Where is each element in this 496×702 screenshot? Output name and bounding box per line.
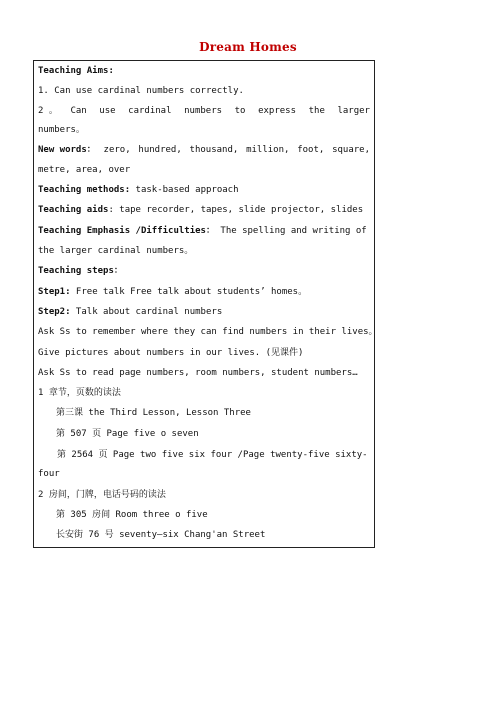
methods-text: task-based approach (130, 185, 239, 195)
new-word: hundred, (138, 145, 182, 155)
step2-text: Talk about cardinal numbers (70, 307, 223, 317)
methods-line (38, 185, 370, 196)
step1-line (38, 287, 370, 298)
aim-2-word: cardinal (128, 106, 172, 116)
new-words-label: New words： (38, 145, 96, 155)
new-word: million, (246, 145, 290, 155)
step2-line (38, 307, 370, 318)
aim-item-2-cont: numbers。 (38, 125, 85, 135)
aim-item-1: 1. Can use cardinal numbers correctly. (38, 86, 244, 96)
example-line: 第 2564 页 Page two five six four /Page twenty-five sixty- (57, 450, 368, 460)
step1-label: Step1: (38, 287, 71, 297)
example-line: 长安街 76 号 seventy—six Chang'an Street (56, 530, 266, 540)
body-line: Ask Ss to read page numbers, room numbers, student numbers… (38, 368, 358, 378)
new-word: square, (332, 145, 370, 155)
example-line: 第 507 页 Page five o seven (56, 429, 199, 439)
aids-text: : tape recorder, tapes, slide projector, slides (108, 205, 364, 215)
aim-2-word: express (258, 106, 297, 116)
emphasis-text: The spelling and writing of (214, 226, 367, 236)
example-line: 第 305 房间 Room three o five (56, 510, 208, 520)
aims-heading: Teaching Aims: (38, 66, 114, 76)
emphasis-line (38, 226, 370, 237)
aids-label: Teaching aids (38, 205, 109, 215)
aim-2-word: use (99, 106, 116, 116)
new-words-line (38, 145, 370, 156)
emphasis-label: Teaching Emphasis /Difficulties： (38, 226, 215, 236)
new-word: foot, (297, 145, 325, 155)
steps-heading: Teaching steps： (38, 266, 123, 276)
example-line-cont: four (38, 469, 60, 479)
aim-2-word: to (234, 106, 246, 116)
section-heading: 1 章节，页数的读法 (38, 388, 121, 398)
new-word: zero, (103, 145, 131, 155)
page-title: Dream Homes (199, 40, 297, 54)
new-word: thousand, (189, 145, 239, 155)
methods-label: Teaching methods: (38, 185, 131, 195)
body-line: Ask Ss to remember where they can find numbers in their lives。 (38, 327, 378, 337)
emphasis-cont: the larger cardinal numbers。 (38, 246, 194, 256)
body-line: Give pictures about numbers in our lives. (见课件) (38, 348, 304, 358)
aim-2-word: 2 。 (38, 106, 58, 116)
new-words-cont: metre, area, over (38, 165, 131, 175)
aim-2-word: Can (70, 106, 87, 116)
aids-line (38, 205, 370, 216)
aim-2-word: larger (337, 106, 370, 116)
example-line: 第三课 the Third Lesson, Lesson Three (56, 408, 251, 418)
aim-2-word: numbers (184, 106, 223, 116)
section-heading: 2 房间，门牌，电话号码的读法 (38, 490, 166, 500)
aim-2-word: the (308, 106, 325, 116)
aim-item-2 (38, 106, 370, 117)
step1-text: Free talk Free talk about students’ homes。 (70, 287, 308, 297)
step2-label: Step2: (38, 307, 71, 317)
